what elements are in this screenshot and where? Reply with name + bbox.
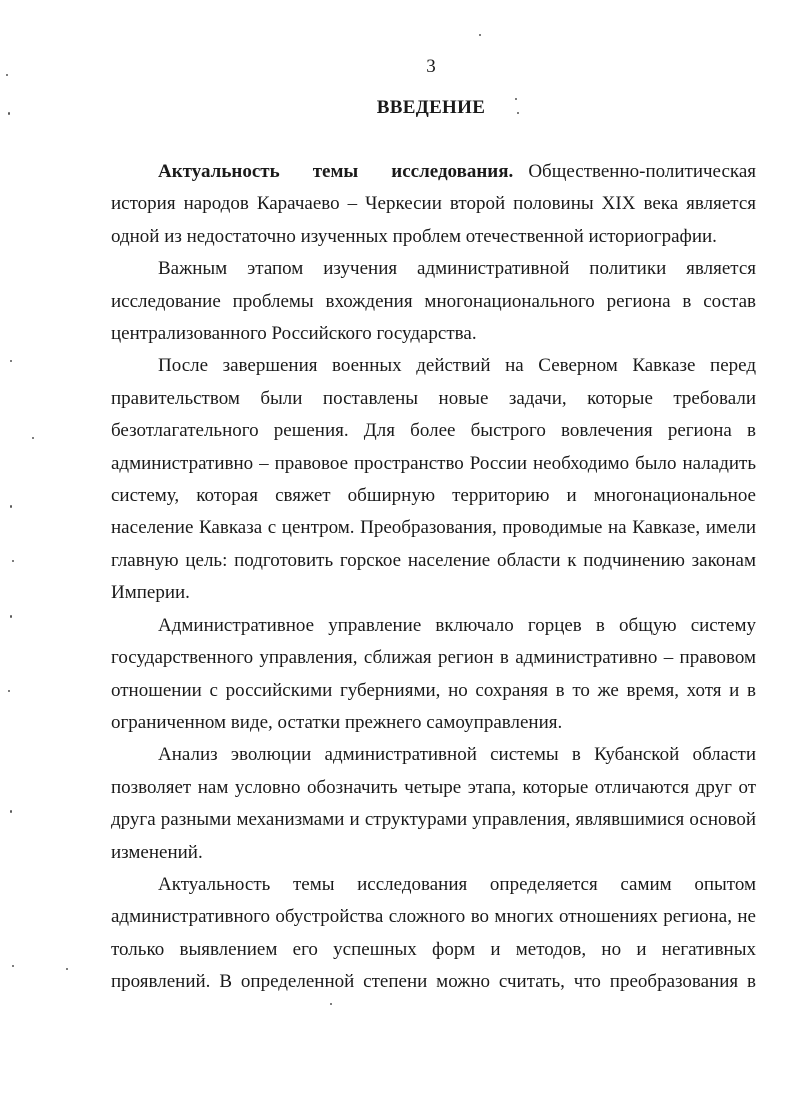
paragraph-2: [111, 253, 756, 350]
scan-speck: [66, 968, 68, 970]
scan-speck: [32, 437, 34, 439]
body-text: [111, 156, 756, 999]
scan-speck: [10, 360, 12, 362]
paragraph-1: [111, 156, 756, 253]
scan-speck: [479, 34, 481, 36]
paragraph-5: [111, 739, 756, 869]
paragraph-text: Актуальность темы исследования определяется самим опытом административного обустройства сложного во многих отношениях региона, не только выявлением его успешных форм и методов, но и негативных проявлений. В определенной степени можно считать, что преобразования в: [111, 873, 756, 993]
scan-speck: [10, 505, 12, 508]
page-title: ВВЕДЕНИЕ: [376, 97, 486, 118]
paragraph-lead: Актуальность темы исследования.: [158, 161, 514, 182]
scan-speck: [8, 690, 10, 692]
scan-speck: [330, 1003, 332, 1005]
paragraph-text: Важным этапом изучения административной политики является исследование проблемы вхождения многонационального региона в состав централизованного Российского государства.: [111, 258, 756, 345]
paragraph-text: Общественно-политическая история народов Карачаево – Черкесии второй половины XIX века является одной из недостаточно изученных проблем отечественной историографии.: [111, 161, 757, 247]
scan-speck: [10, 810, 12, 813]
scan-speck: [517, 112, 519, 114]
paragraph-text: Административное управление включало горцев в общую систему государственного управления, сближая регион в административно – правовом отношении с российскими губерниями, но сохраняя в то же время, хотя и в ограниченном виде, остатки прежнего самоуправления.: [111, 614, 756, 733]
scan-speck: [10, 615, 12, 618]
paragraph-3: [111, 350, 756, 609]
scan-speck: [515, 98, 517, 100]
scan-speck: [6, 74, 8, 76]
scan-speck: [12, 965, 14, 967]
paragraph-text: После завершения военных действий на Северном Кавказе перед правительством были поставлены новые задачи, которые требовали безотлагательного решения. Для более быстрого вовлечения региона в административно – правовое пространство России необходимо было наладить систему, которая свяжет обширную территорию и многонациональное население Кавказа с центром. Преобразования, проводимые на Кавказе, имели главную цель: подготовить горское население области к подчинению законам Империи.: [111, 355, 756, 604]
paragraph-text: Анализ эволюции административной системы в Кубанской области позволяет нам условно обозначить четыре этапа, которые отличаются друг от друга разными механизмами и структурами управления, являвшимися основой изменений.: [111, 744, 756, 863]
paragraph-6: [111, 869, 756, 999]
page-number: 3: [426, 56, 436, 77]
paragraph-4: [111, 610, 756, 740]
scan-speck: [8, 112, 10, 115]
scan-speck: [12, 560, 14, 562]
